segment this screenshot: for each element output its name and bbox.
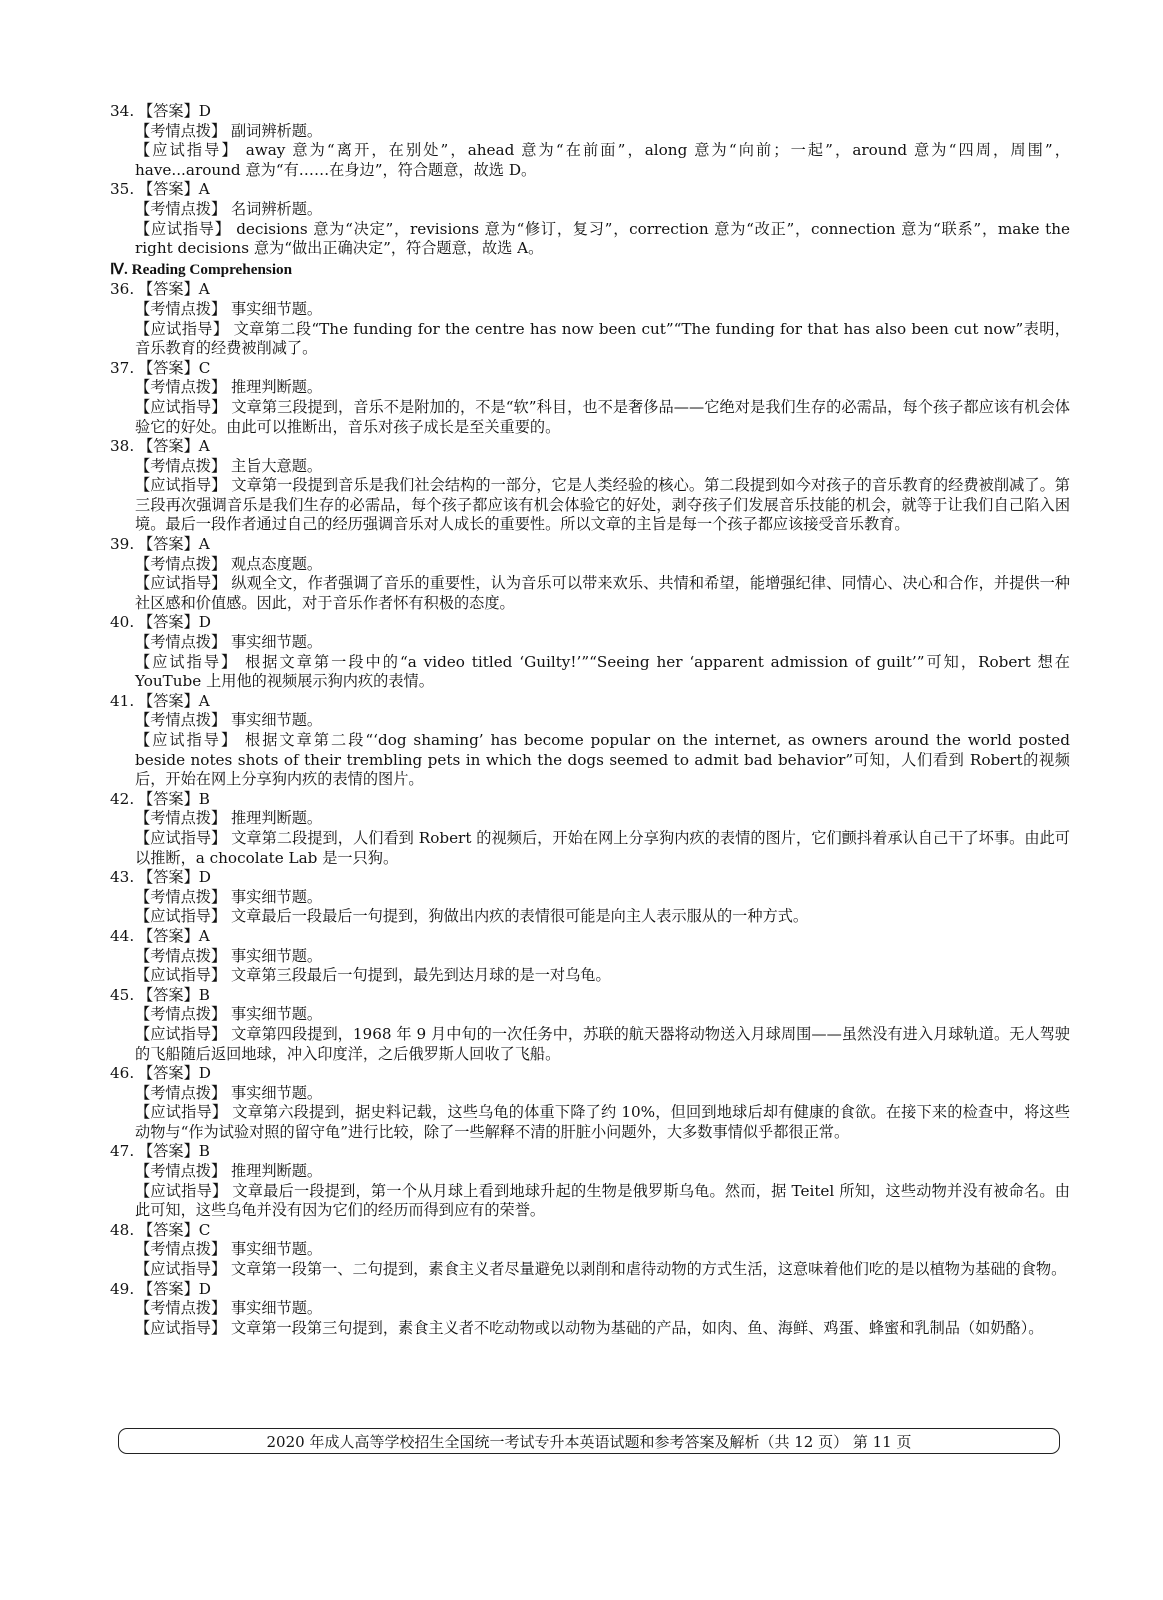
test-guidance: 【应试指导】 根据文章第二段“‘dog shaming’ has become popular on the internet, as owners around the world posted beside notes shots of their trembling pets in which the dogs seemed to admit bad behavior”可知，人们看到 Robert的视频后，开始在网上分享狗内疚的表情的图片。 <box>135 731 1070 789</box>
answer-label: 【答案】D <box>138 613 211 632</box>
answer-item <box>110 1142 1070 1220</box>
answer-item <box>110 1064 1070 1142</box>
page-footer <box>118 1428 1060 1454</box>
answer-label: 【答案】C <box>138 1220 211 1239</box>
answer-key-page <box>110 102 1070 1338</box>
answer-item <box>110 986 1070 1064</box>
answer-line <box>110 927 1070 947</box>
answer-label: 【答案】A <box>138 691 210 710</box>
exam-point: 【考情点拨】 事实细节题。 <box>135 1005 323 1024</box>
answer-line <box>110 1142 1070 1162</box>
answer-label: 【答案】D <box>138 102 211 120</box>
answer-label: 【答案】B <box>138 1142 210 1161</box>
test-guidance: 【应试指导】 根据文章第一段中的“a video titled ‘Guilty!’”“Seeing her ‘apparent admission of guilt’”可知，Robert 想在 YouTube 上用他的视频展示狗内疚的表情。 <box>135 652 1070 691</box>
exam-point: 【考情点拨】 事实细节题。 <box>135 1083 323 1102</box>
answer-item <box>110 1280 1070 1339</box>
answer-label: 【答案】B <box>138 789 210 808</box>
answer-item <box>110 102 1070 180</box>
answer-label: 【答案】D <box>138 1279 211 1298</box>
question-number: 34. <box>110 102 135 120</box>
exam-point: 【考情点拨】 观点态度题。 <box>135 554 323 573</box>
section-heading: Ⅳ. Reading Comprehension <box>110 260 293 278</box>
answer-label: 【答案】C <box>138 358 211 377</box>
answer-item <box>110 1221 1070 1280</box>
answer-item <box>110 613 1070 691</box>
answer-item <box>110 868 1070 927</box>
answer-line <box>110 1064 1070 1084</box>
question-number: 46. <box>110 1064 135 1083</box>
answer-item <box>110 790 1070 868</box>
answer-item <box>110 180 1070 258</box>
answer-line <box>110 102 1070 122</box>
exam-point: 【考情点拨】 副词辨析题。 <box>135 121 323 140</box>
answer-item <box>110 280 1070 358</box>
answer-line <box>110 790 1070 810</box>
answer-line <box>110 986 1070 1006</box>
answer-line <box>110 692 1070 712</box>
test-guidance: 【应试指导】 文章最后一段提到，第一个从月球上看到地球升起的生物是俄罗斯乌龟。然而，据 Teitel 所知，这些动物并没有被命名。由此可知，这些乌龟并没有因为它们的经历而得到应有的荣誉。 <box>135 1181 1070 1220</box>
exam-point: 【考情点拨】 事实细节题。 <box>135 711 323 730</box>
reading-answers <box>110 280 1070 1338</box>
answer-label: 【答案】A <box>138 926 210 945</box>
question-number: 41. <box>110 691 135 710</box>
answer-line <box>110 1221 1070 1241</box>
answer-line <box>110 437 1070 457</box>
test-guidance: 【应试指导】 文章第二段提到，人们看到 Robert 的视频后，开始在网上分享狗内疚的表情的图片，它们颤抖着承认自己干了坏事。由此可以推断，a chocolate Lab 是一只狗。 <box>135 828 1070 867</box>
test-guidance: 【应试指导】 文章第六段提到，据史料记载，这些乌龟的体重下降了约 10%，但回到地球后却有健康的食欲。在接下来的检查中，将这些动物与“作为试验对照的留守龟”进行比较，除了一些解释不清的肝脏小问题外，大多数事情似乎都很正常。 <box>135 1103 1070 1141</box>
exam-point: 【考情点拨】 事实细节题。 <box>135 887 323 906</box>
answer-item <box>110 927 1070 986</box>
question-number: 38. <box>110 437 135 456</box>
test-guidance: 【应试指导】 decisions 意为“决定”，revisions 意为“修订，复习”，correction 意为“改正”，connection 意为“联系”，make the right decisions 意为“做出正确决定”，符合题意，故选 A。 <box>135 219 1070 258</box>
vocabulary-answers <box>110 102 1070 259</box>
test-guidance: 【应试指导】 文章第四段提到，1968 年 9 月中旬的一次任务中，苏联的航天器将动物送入月球周围——虽然没有进入月球轨道。无人驾驶的飞船随后返回地球，冲入印度洋，之后俄罗斯人回收了飞船。 <box>135 1024 1070 1063</box>
exam-point: 【考情点拨】 推理判断题。 <box>135 1162 323 1181</box>
answer-label: 【答案】B <box>138 985 210 1004</box>
answer-line <box>110 359 1070 379</box>
question-number: 43. <box>110 868 135 887</box>
test-guidance: 【应试指导】 文章第一段第三句提到，素食主义者不吃动物或以动物为基础的产品，如肉、鱼、海鲜、鸡蛋、蜂蜜和乳制品（如奶酪）。 <box>135 1318 1044 1337</box>
answer-item <box>110 692 1070 790</box>
test-guidance: 【应试指导】 文章第三段最后一句提到，最先到达月球的是一对乌龟。 <box>135 966 611 985</box>
exam-point: 【考情点拨】 事实细节题。 <box>135 1240 323 1259</box>
question-number: 35. <box>110 180 135 199</box>
question-number: 36. <box>110 280 135 299</box>
test-guidance: 【应试指导】 纵观全文，作者强调了音乐的重要性，认为音乐可以带来欢乐、共情和希望，能增强纪律、同情心、决心和合作，并提供一种社区感和价值感。因此，对于音乐作者怀有积极的态度。 <box>135 574 1070 612</box>
question-number: 45. <box>110 985 135 1004</box>
answer-line <box>110 535 1070 555</box>
answer-label: 【答案】A <box>138 280 210 299</box>
answer-label: 【答案】A <box>138 437 210 456</box>
test-guidance: 【应试指导】 文章第一段第一、二句提到，素食主义者尽量避免以剥削和虐待动物的方式生活，这意味着他们吃的是以植物为基础的食物。 <box>135 1260 1067 1279</box>
exam-point: 【考情点拨】 事实细节题。 <box>135 633 323 652</box>
test-guidance: 【应试指导】 文章第一段提到音乐是我们社会结构的一部分，它是人类经验的核心。第二段提到如今对孩子的音乐教育的经费被削减了。第三段再次强调音乐是我们生存的必需品，每个孩子都应该有机会体验它的好处，剥夺孩子们发展音乐技能的机会，就等于让我们自己陷入困境。最后一段作者通过自己的经历强调音乐对人成长的重要性。所以文章的主旨是每一个孩子都应该接受音乐教育。 <box>135 476 1070 534</box>
question-number: 42. <box>110 789 135 808</box>
question-number: 48. <box>110 1220 135 1239</box>
exam-point: 【考情点拨】 事实细节题。 <box>135 946 323 965</box>
question-number: 49. <box>110 1279 135 1298</box>
exam-point: 【考情点拨】 推理判断题。 <box>135 378 323 397</box>
question-number: 40. <box>110 613 135 632</box>
footer-text: 2020 年成人高等学校招生全国统一考试专升本英语试题和参考答案及解析（共 12 页） 第 11 页 <box>266 1432 912 1451</box>
test-guidance: 【应试指导】 文章第二段“The funding for the centre has now been cut”“The funding for that has also been cut now”表明，音乐教育的经费被削减了。 <box>135 319 1070 358</box>
answer-line <box>110 1280 1070 1300</box>
answer-item <box>110 359 1070 437</box>
exam-point: 【考情点拨】 推理判断题。 <box>135 809 323 828</box>
question-number: 37. <box>110 358 135 377</box>
exam-point: 【考情点拨】 事实细节题。 <box>135 299 323 318</box>
test-guidance: 【应试指导】 文章第三段提到，音乐不是附加的，不是“软”科目，也不是奢侈品——它绝对是我们生存的必需品，每个孩子都应该有机会体验它的好处。由此可以推断出，音乐对孩子成长是至关重要的。 <box>135 397 1070 436</box>
question-number: 44. <box>110 926 135 945</box>
exam-point: 【考情点拨】 主旨大意题。 <box>135 456 323 475</box>
answer-line <box>110 613 1070 633</box>
answer-line <box>110 180 1070 200</box>
test-guidance: 【应试指导】 文章最后一段最后一句提到，狗做出内疚的表情很可能是向主人表示服从的一种方式。 <box>135 907 809 926</box>
answer-item <box>110 535 1070 613</box>
answer-label: 【答案】A <box>138 180 210 199</box>
answer-label: 【答案】A <box>138 535 210 554</box>
answer-label: 【答案】D <box>138 1064 211 1083</box>
answer-item <box>110 437 1070 535</box>
test-guidance: 【应试指导】 away 意为“离开，在别处”，ahead 意为“在前面”，along 意为“向前；一起”，around 意为“四周，周围”，have...around 意为“有……在身边”，符合题意，故选 D。 <box>135 141 1070 179</box>
answer-label: 【答案】D <box>138 868 211 887</box>
answer-line <box>110 868 1070 888</box>
question-number: 47. <box>110 1142 135 1161</box>
exam-point: 【考情点拨】 名词辨析题。 <box>135 199 323 218</box>
exam-point: 【考情点拨】 事实细节题。 <box>135 1299 323 1318</box>
question-number: 39. <box>110 535 135 554</box>
answer-line <box>110 280 1070 300</box>
